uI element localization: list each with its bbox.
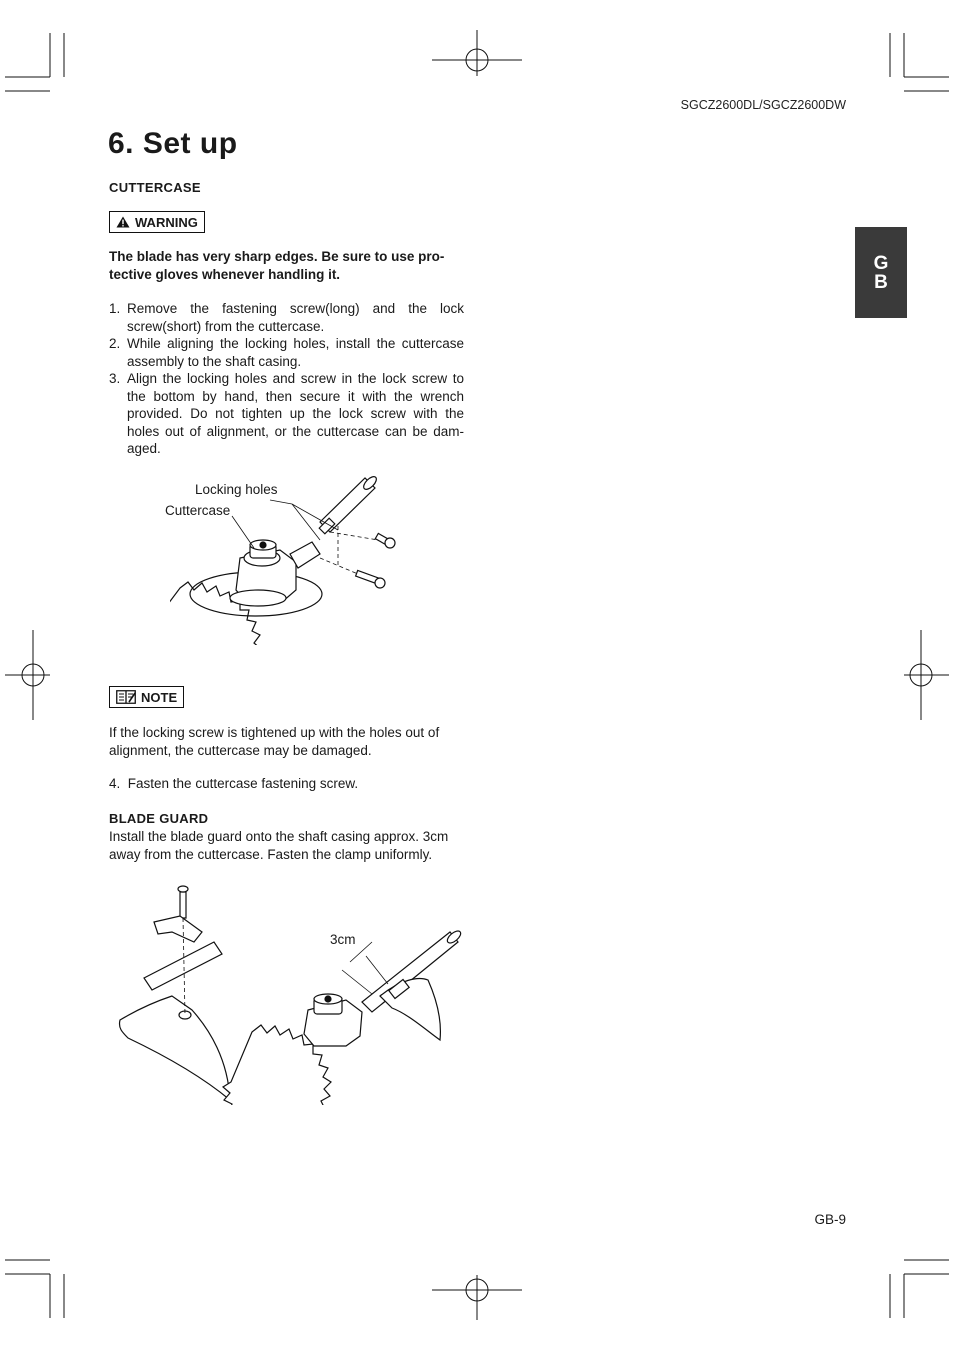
blade-guard-heading: BLADE GUARD: [109, 811, 209, 826]
step-item: 2. While aligning the locking holes, install the cuttercase assembly to the shaft casing.: [109, 336, 464, 369]
language-tab-line1: G: [873, 252, 889, 274]
language-tab: [855, 227, 907, 318]
guard-shield: [119, 996, 230, 1100]
warning-triangle-icon: [116, 216, 130, 228]
page-number: GB-9: [814, 1212, 846, 1227]
note-label: NOTE: [141, 689, 178, 705]
warning-text: The blade has very sharp edges. Be sure to use pro-tective gloves whenever handling it.: [109, 249, 445, 282]
figure-label-3cm: 3cm: [330, 932, 356, 947]
warning-badge: [109, 211, 205, 233]
step-item: 1. Remove the fastening screw(long) and the lock screw(short) from the cuttercase.: [109, 301, 464, 334]
blade-guard-figure: [110, 880, 465, 1105]
page-title: 6. Set up: [108, 127, 238, 160]
guard-bolt: [178, 886, 188, 918]
note-book-icon: [116, 690, 136, 704]
guard-clamp: [154, 916, 202, 942]
figure-label-cuttercase: Cuttercase: [165, 503, 231, 518]
lock-screw: [375, 533, 395, 548]
figure-label-locking-holes: Locking holes: [195, 482, 278, 497]
note-text: If the locking screw is tightened up with the holes out of alignment, the cuttercase may be damaged.: [109, 725, 440, 758]
warning-label: WARNING: [135, 214, 198, 230]
language-tab-line2: B: [874, 271, 888, 293]
blade-guard-text: Install the blade guard onto the shaft casing approx. 3cm away from the cuttercase. Fasten the clamp uniformly.: [109, 829, 449, 862]
step-item: 3. Align the locking holes and screw in the lock screw to the bottom by hand, then secure it with the wrench provided. Do not tighten up the lock screw with the holes out of alignment, or the cuttercase can be dam-aged.: [109, 371, 464, 456]
cuttercase-steps: [109, 300, 464, 458]
model-number: SGCZ2600DL/SGCZ2600DW: [680, 98, 846, 112]
note-badge: [109, 686, 184, 708]
fastening-screw: [356, 570, 385, 588]
cuttercase-figure: [170, 470, 410, 645]
step-4: 4. Fasten the cuttercase fastening screw.: [109, 776, 359, 791]
cuttercase-heading: CUTTERCASE: [109, 180, 201, 195]
guard-shaft-piece: [144, 942, 222, 990]
